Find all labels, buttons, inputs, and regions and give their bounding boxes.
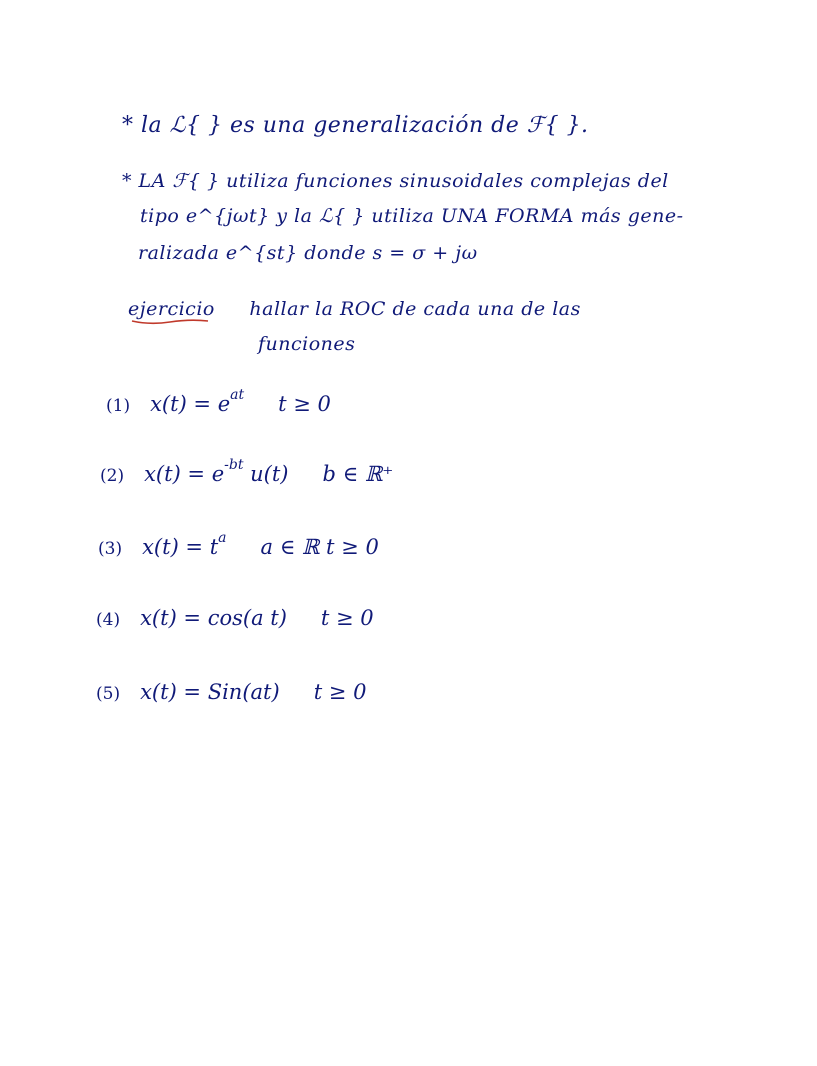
equation-exponent: a [218, 530, 227, 546]
equation-number: (5) [96, 684, 121, 704]
exercise-underline [130, 318, 210, 325]
equation-3 [98, 531, 379, 558]
equation-lhs: x(t) = cos(a t) [140, 606, 287, 630]
note-bullet-laplace-generalization: * la ℒ{ } es una generalización de ℱ{ }. [122, 113, 589, 138]
equation-condition: a ∈ ℝ t ≥ 0 [260, 535, 379, 559]
equation-number: (4) [96, 610, 121, 630]
exercise-instruction-line-2: funciones [258, 333, 356, 355]
exercise-label [128, 300, 215, 319]
equation-lhs: x(t) = t [142, 535, 219, 559]
equation-lhs: x(t) = e [144, 462, 225, 486]
equation-number: (3) [98, 539, 123, 559]
equation-exponent: -bt [224, 457, 244, 473]
equation-number: (1) [106, 396, 131, 416]
note-bullet-fourier-line-3: ralizada e^{st} donde s = σ + jω [138, 242, 478, 264]
equation-2 [100, 458, 393, 485]
equation-after: u(t) [243, 462, 289, 486]
note-bullet-fourier-line-2: tipo e^{jωt} y la ℒ{ } utiliza UNA FORMA más gene- [140, 205, 684, 227]
equation-4 [96, 602, 374, 629]
equation-5 [96, 676, 366, 703]
equation-condition: t ≥ 0 [278, 392, 331, 416]
exercise-label-text: ejercicio [128, 298, 215, 320]
equation-condition: t ≥ 0 [313, 680, 367, 704]
exercise-heading [128, 300, 581, 319]
equation-exponent: at [230, 387, 245, 403]
equation-lhs: x(t) = Sin(at) [140, 680, 280, 704]
equation-condition: b ∈ ℝ⁺ [322, 462, 394, 486]
exercise-instruction: hallar la ROC de cada una de las [249, 298, 581, 320]
equation-1 [106, 388, 331, 415]
equation-number: (2) [100, 466, 125, 486]
equation-lhs: x(t) = e [150, 392, 231, 416]
note-bullet-fourier-line-1: * LA ℱ{ } utiliza funciones sinusoidales complejas del [122, 170, 669, 192]
equation-condition: t ≥ 0 [320, 606, 374, 630]
